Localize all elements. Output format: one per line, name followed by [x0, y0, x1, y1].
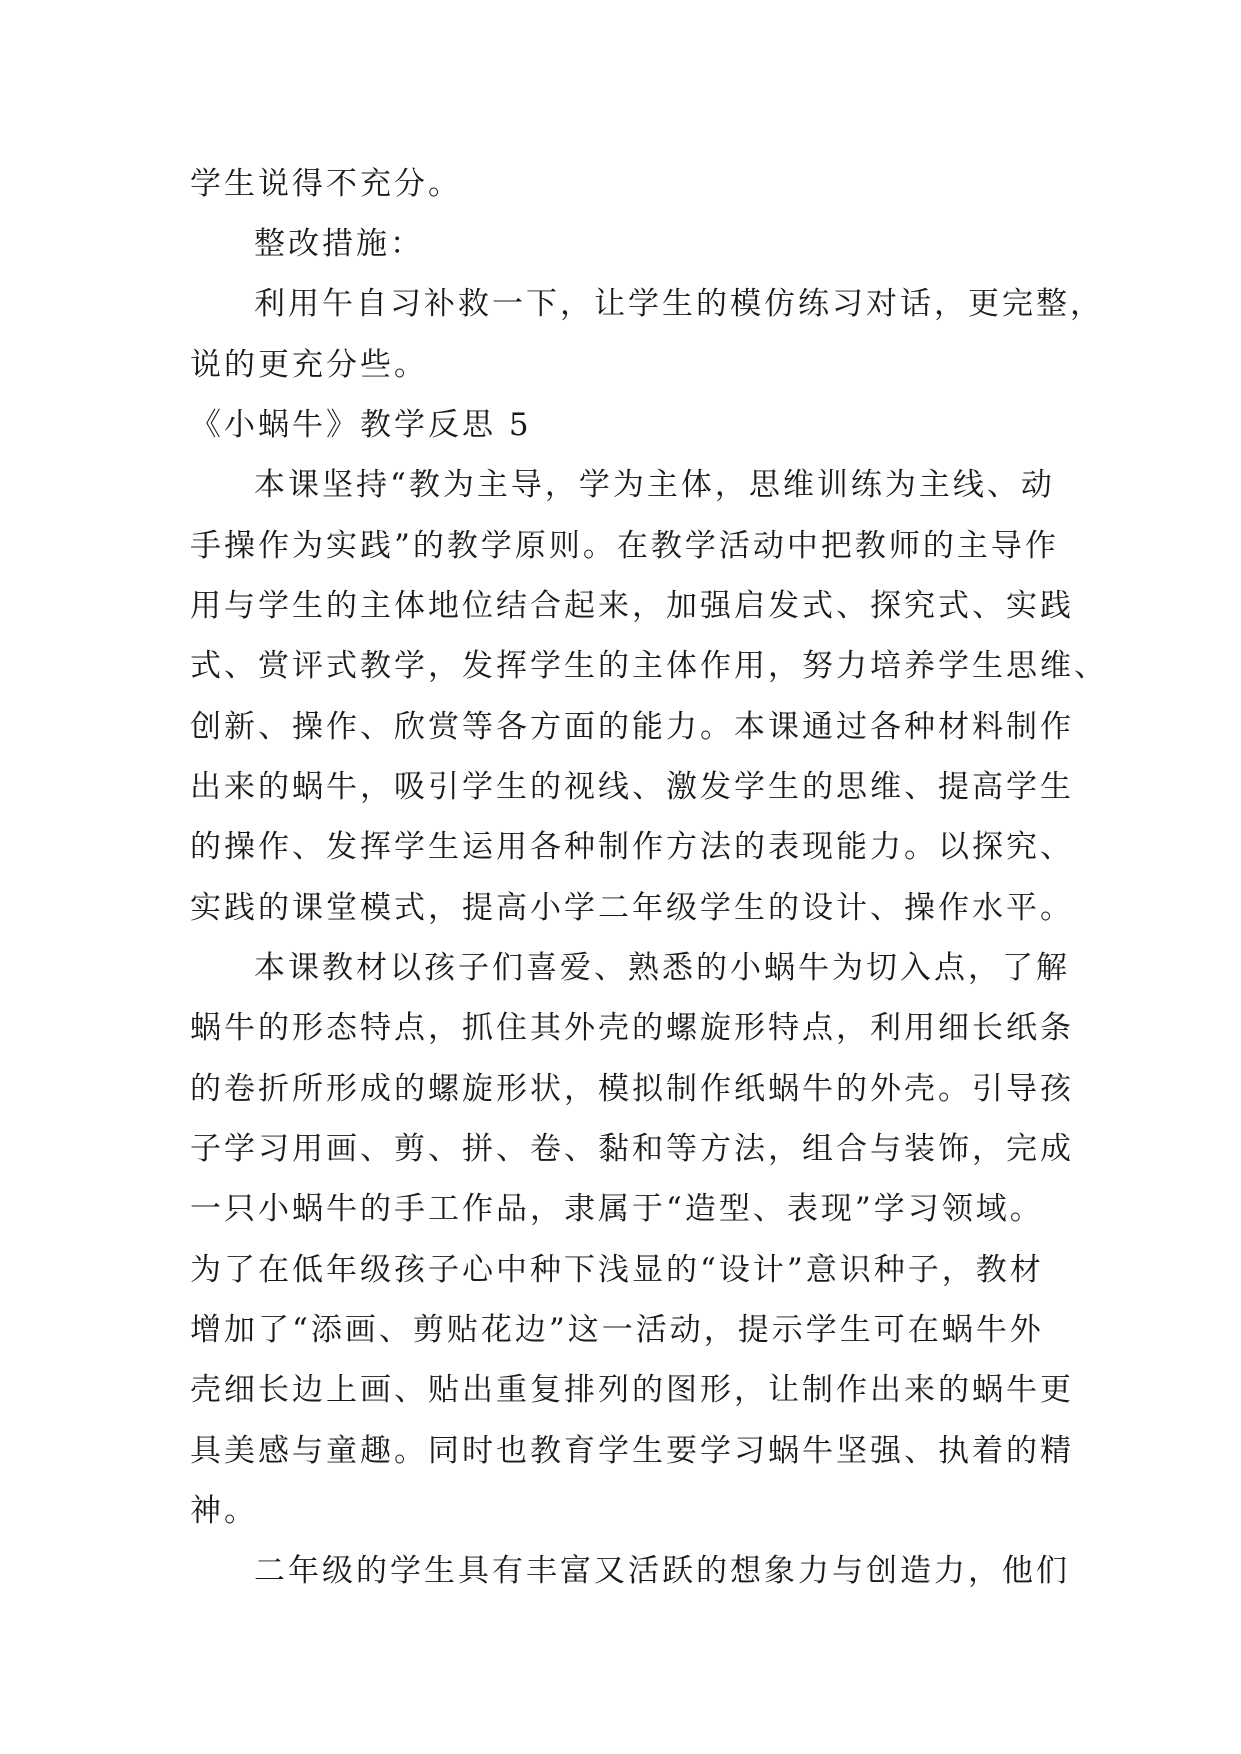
text-line: 本课坚持“教为主导，学为主体，思维训练为主线、动	[254, 467, 1055, 503]
text-line: 子学习用画、剪、拼、卷、黏和等方法，组合与装饰，完成	[190, 1131, 1074, 1167]
text-line: 一只小蜗牛的手工作品，隶属于“造型、表现”学习领域。	[190, 1191, 1044, 1227]
section-label: 整改措施：	[254, 226, 424, 262]
text-line: 利用午自习补救一下，让学生的模仿练习对话，更完整，	[254, 286, 1104, 322]
text-line: 壳细长边上画、贴出重复排列的图形，让制作出来的蜗牛更	[190, 1372, 1074, 1408]
text-line: 的卷折所形成的螺旋形状，模拟制作纸蜗牛的外壳。引导孩	[190, 1071, 1074, 1107]
text-line: 具美感与童趣。同时也教育学生要学习蜗牛坚强、执着的精	[190, 1433, 1074, 1469]
section-heading: 《小蜗牛》教学反思 5	[190, 407, 532, 443]
text-line: 式、赏评式教学，发挥学生的主体作用，努力培养学生思维、	[190, 648, 1108, 684]
text-line: 的操作、发挥学生运用各种制作方法的表现能力。以探究、	[190, 829, 1074, 865]
text-line: 创新、操作、欣赏等各方面的能力。本课通过各种材料制作	[190, 709, 1074, 745]
text-line: 蜗牛的形态特点，抓住其外壳的螺旋形特点，利用细长纸条	[190, 1010, 1074, 1046]
text-line: 二年级的学生具有丰富又活跃的想象力与创造力，他们	[254, 1553, 1070, 1589]
text-line: 增加了“添画、剪贴花边”这一活动，提示学生可在蜗牛外	[190, 1312, 1044, 1348]
text-line: 用与学生的主体地位结合起来，加强启发式、探究式、实践	[190, 588, 1074, 624]
text-line: 为了在低年级孩子心中种下浅显的“设计”意识种子，教材	[190, 1252, 1044, 1288]
text-line: 出来的蜗牛，吸引学生的视线、激发学生的思维、提高学生	[190, 769, 1074, 805]
text-line: 手操作为实践”的教学原则。在教学活动中把教师的主导作	[190, 528, 1059, 564]
text-line: 学生说得不充分。	[190, 166, 462, 202]
text-line: 说的更充分些。	[190, 347, 428, 383]
text-line: 神。	[190, 1493, 258, 1529]
text-line: 本课教材以孩子们喜爱、熟悉的小蜗牛为切入点，了解	[254, 950, 1070, 986]
text-line: 实践的课堂模式，提高小学二年级学生的设计、操作水平。	[190, 890, 1074, 926]
